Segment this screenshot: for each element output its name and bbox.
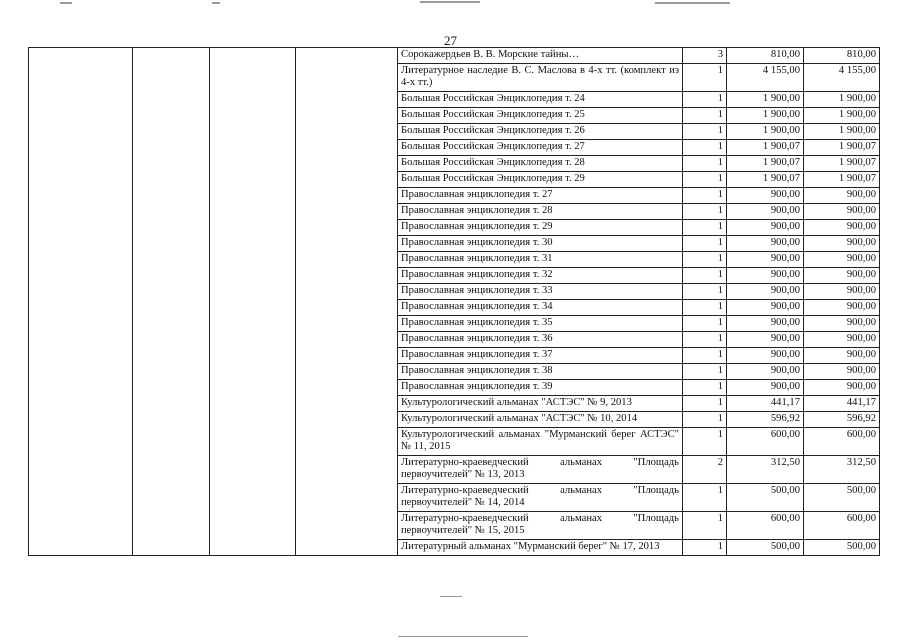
item-name-cell: Литературный альманах "Мурманский берег" № 17, 2013 xyxy=(398,540,683,556)
quantity-cell: 1 xyxy=(683,428,727,456)
total-cell: 900,00 xyxy=(804,364,880,380)
item-name-cell: Большая Российская Энциклопедия т. 24 xyxy=(398,92,683,108)
total-cell: 900,00 xyxy=(804,380,880,396)
total-cell: 900,00 xyxy=(804,236,880,252)
unit-price-cell: 596,92 xyxy=(727,412,804,428)
quantity-cell: 1 xyxy=(683,252,727,268)
item-name-cell: Православная энциклопедия т. 38 xyxy=(398,364,683,380)
unit-price-cell: 500,00 xyxy=(727,484,804,512)
item-name-cell: Литературно-краеведческий альманах "Площадь первоучителей" № 13, 2013 xyxy=(398,456,683,484)
item-name-cell: Большая Российская Энциклопедия т. 29 xyxy=(398,172,683,188)
quantity-cell: 1 xyxy=(683,220,727,236)
total-cell: 500,00 xyxy=(804,540,880,556)
total-cell: 900,00 xyxy=(804,332,880,348)
item-name-cell: Литературно-краеведческий альманах "Площадь первоучителей" № 14, 2014 xyxy=(398,484,683,512)
quantity-cell: 1 xyxy=(683,236,727,252)
total-cell: 810,00 xyxy=(804,48,880,64)
scan-artifact xyxy=(212,2,220,4)
item-name-cell: Православная энциклопедия т. 31 xyxy=(398,252,683,268)
total-cell: 900,00 xyxy=(804,204,880,220)
inventory-table xyxy=(28,47,880,556)
unit-price-cell: 4 155,00 xyxy=(727,64,804,92)
unit-price-cell: 900,00 xyxy=(727,188,804,204)
unit-price-cell: 900,00 xyxy=(727,332,804,348)
item-name-cell: Православная энциклопедия т. 33 xyxy=(398,284,683,300)
unit-price-cell: 900,00 xyxy=(727,236,804,252)
unit-price-cell: 900,00 xyxy=(727,284,804,300)
item-name-cell: Православная энциклопедия т. 32 xyxy=(398,268,683,284)
total-cell: 900,00 xyxy=(804,316,880,332)
empty-cell xyxy=(296,48,398,556)
item-name-cell: Православная энциклопедия т. 30 xyxy=(398,236,683,252)
unit-price-cell: 312,50 xyxy=(727,456,804,484)
unit-price-cell: 900,00 xyxy=(727,364,804,380)
total-cell: 312,50 xyxy=(804,456,880,484)
item-name-cell: Литературно-краеведческий альманах "Площадь первоучителей" № 15, 2015 xyxy=(398,512,683,540)
total-cell: 600,00 xyxy=(804,428,880,456)
quantity-cell: 1 xyxy=(683,140,727,156)
scan-artifact xyxy=(60,2,72,4)
item-name-cell: Православная энциклопедия т. 27 xyxy=(398,188,683,204)
unit-price-cell: 900,00 xyxy=(727,316,804,332)
scan-artifact xyxy=(420,1,480,3)
total-cell: 441,17 xyxy=(804,396,880,412)
scan-artifact xyxy=(398,636,528,637)
quantity-cell: 1 xyxy=(683,332,727,348)
total-cell: 900,00 xyxy=(804,284,880,300)
total-cell: 900,00 xyxy=(804,252,880,268)
total-cell: 900,00 xyxy=(804,348,880,364)
total-cell: 900,00 xyxy=(804,220,880,236)
item-name-cell: Большая Российская Энциклопедия т. 28 xyxy=(398,156,683,172)
unit-price-cell: 900,00 xyxy=(727,300,804,316)
unit-price-cell: 1 900,00 xyxy=(727,92,804,108)
quantity-cell: 1 xyxy=(683,484,727,512)
quantity-cell: 1 xyxy=(683,156,727,172)
unit-price-cell: 1 900,07 xyxy=(727,140,804,156)
unit-price-cell: 900,00 xyxy=(727,252,804,268)
quantity-cell: 1 xyxy=(683,512,727,540)
item-name-cell: Православная энциклопедия т. 34 xyxy=(398,300,683,316)
unit-price-cell: 600,00 xyxy=(727,428,804,456)
empty-cell xyxy=(210,48,296,556)
unit-price-cell: 441,17 xyxy=(727,396,804,412)
quantity-cell: 1 xyxy=(683,412,727,428)
quantity-cell: 2 xyxy=(683,456,727,484)
total-cell: 900,00 xyxy=(804,268,880,284)
unit-price-cell: 900,00 xyxy=(727,220,804,236)
unit-price-cell: 900,00 xyxy=(727,268,804,284)
unit-price-cell: 900,00 xyxy=(727,204,804,220)
table-body xyxy=(29,48,880,556)
unit-price-cell: 1 900,07 xyxy=(727,172,804,188)
unit-price-cell: 810,00 xyxy=(727,48,804,64)
unit-price-cell: 1 900,00 xyxy=(727,108,804,124)
total-cell: 1 900,00 xyxy=(804,124,880,140)
unit-price-cell: 1 900,00 xyxy=(727,124,804,140)
total-cell: 596,92 xyxy=(804,412,880,428)
item-name-cell: Большая Российская Энциклопедия т. 26 xyxy=(398,124,683,140)
total-cell: 500,00 xyxy=(804,484,880,512)
item-name-cell: Православная энциклопедия т. 28 xyxy=(398,204,683,220)
empty-cell xyxy=(133,48,210,556)
quantity-cell: 1 xyxy=(683,316,727,332)
quantity-cell: 1 xyxy=(683,348,727,364)
item-name-cell: Православная энциклопедия т. 37 xyxy=(398,348,683,364)
quantity-cell: 1 xyxy=(683,540,727,556)
quantity-cell: 1 xyxy=(683,172,727,188)
quantity-cell: 1 xyxy=(683,364,727,380)
item-name-cell: Православная энциклопедия т. 35 xyxy=(398,316,683,332)
quantity-cell: 1 xyxy=(683,124,727,140)
item-name-cell: Культурологический альманах "Мурманский берег АСТЭС" № 11, 2015 xyxy=(398,428,683,456)
quantity-cell: 1 xyxy=(683,188,727,204)
unit-price-cell: 900,00 xyxy=(727,380,804,396)
page-number: 27 xyxy=(444,33,457,48)
unit-price-cell: 1 900,07 xyxy=(727,156,804,172)
total-cell: 600,00 xyxy=(804,512,880,540)
item-name-cell: Православная энциклопедия т. 36 xyxy=(398,332,683,348)
unit-price-cell: 500,00 xyxy=(727,540,804,556)
item-name-cell: Большая Российская Энциклопедия т. 27 xyxy=(398,140,683,156)
total-cell: 1 900,07 xyxy=(804,140,880,156)
quantity-cell: 1 xyxy=(683,380,727,396)
item-name-cell: Православная энциклопедия т. 39 xyxy=(398,380,683,396)
item-name-cell: Культурологический альманах "АСТЭС" № 10, 2014 xyxy=(398,412,683,428)
quantity-cell: 1 xyxy=(683,396,727,412)
quantity-cell: 1 xyxy=(683,300,727,316)
total-cell: 900,00 xyxy=(804,300,880,316)
quantity-cell: 1 xyxy=(683,268,727,284)
item-name-cell: Культурологический альманах "АСТЭС" № 9, 2013 xyxy=(398,396,683,412)
quantity-cell: 1 xyxy=(683,92,727,108)
total-cell: 1 900,07 xyxy=(804,172,880,188)
scan-artifact xyxy=(440,596,462,597)
empty-cell xyxy=(29,48,133,556)
total-cell: 4 155,00 xyxy=(804,64,880,92)
quantity-cell: 3 xyxy=(683,48,727,64)
quantity-cell: 1 xyxy=(683,108,727,124)
scan-artifact xyxy=(655,2,730,4)
quantity-cell: 1 xyxy=(683,64,727,92)
quantity-cell: 1 xyxy=(683,284,727,300)
item-name-cell: Большая Российская Энциклопедия т. 25 xyxy=(398,108,683,124)
unit-price-cell: 600,00 xyxy=(727,512,804,540)
table-row xyxy=(29,48,880,64)
item-name-cell: Литературное наследие В. С. Маслова в 4-х тт. (комплект из 4-х тт.) xyxy=(398,64,683,92)
total-cell: 1 900,00 xyxy=(804,108,880,124)
total-cell: 900,00 xyxy=(804,188,880,204)
quantity-cell: 1 xyxy=(683,204,727,220)
item-name-cell: Сорокажердьев В. В. Морские тайны… xyxy=(398,48,683,64)
unit-price-cell: 900,00 xyxy=(727,348,804,364)
total-cell: 1 900,00 xyxy=(804,92,880,108)
item-name-cell: Православная энциклопедия т. 29 xyxy=(398,220,683,236)
total-cell: 1 900,07 xyxy=(804,156,880,172)
